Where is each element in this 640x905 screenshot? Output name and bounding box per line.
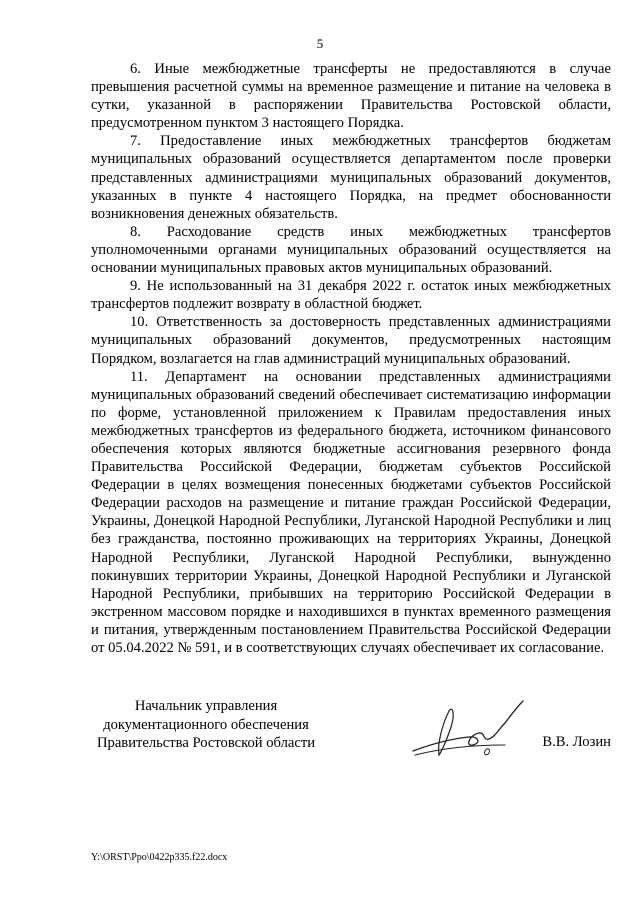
- document-body: [91, 60, 611, 657]
- handwritten-signature: [409, 693, 529, 765]
- paragraph-9: 9. Не использованный на 31 декабря 2022 г. остаток иных межбюджетных трансфертов подлежит возврату в областной бюджет.: [91, 278, 611, 313]
- paragraph-7: 7. Предоставление иных межбюджетных трансфертов бюджетам муниципальных образований осуществляется департаментом после проверки представленных администрациями муниципальных образований документов, указанных в пункте 4 настоящего Порядка, на предмет обоснованности возникновения денежных обязательств.: [91, 133, 611, 222]
- signatory-title: [91, 697, 321, 753]
- signatory-name: В.В. Лозин: [542, 734, 611, 750]
- paragraph-8: 8. Расходование средств иных межбюджетных трансфертов уполномоченными органами муниципальных образований осуществляется на основании муниципальных правовых актов муниципальных образований.: [91, 223, 611, 277]
- page-number: 5: [316, 36, 324, 51]
- file-path: Y:\ORST\Ppo\0422p335.f22.docx: [91, 852, 228, 863]
- signatory-title-line: документационного обеспечения: [103, 716, 309, 733]
- signatory-title-line: Начальник управления: [134, 698, 278, 714]
- paragraph-6: 6. Иные межбюджетные трансферты не предоставляются в случае превышения расчетной суммы на временное размещение и питание на человека в сутки, указанной в распоряжении Правительства Ростовской области, предусмотренном пунктом 3 настоящего Порядка.: [91, 61, 611, 132]
- signatory-title-line: Правительства Ростовской области: [96, 735, 316, 751]
- signature-block: [91, 697, 611, 777]
- paragraph-10: 10. Ответственность за достоверность представленных администрациями муниципальных образований документов, предусмотренных настоящим Порядком, возлагается на глав администраций муниципальных образований.: [91, 314, 611, 367]
- paragraph-11: 11. Департамент на основании представленных администрациями муниципальных образований сведений обеспечивает систематизацию информации по форме, установленной приложением к Правилам предоставления иных межбюджетных трансфертов из федерального бюджета, источником финансового обеспечения которых являются бюджетные ассигнования резервного фонда Правительства Российской Федерации, бюджетам субъектов Российской Федерации в целях возмещения понесенных бюджетами субъектов Российской Федерации расходов на размещение и питание граждан Российской Федерации, Украины, Донецкой Народной Республики, Луганской Народной Республики и лиц без гражданства, постоянно проживающих на территориях Украины, Донецкой Народной Республики, Луганской Народной Республики, вынужденно покинувших территории Украины, Донецкой Народной Республики и Луганской Народной Республики, прибывших на территорию Российской Федерации в экстренном массовом порядке и находившихся в пунктах временного размещения и питания, утвержденным постановлением Правительства Российской Федерации от 05.04.2022 № 591, и в соответствующих случаях обеспечивает их согласование.: [91, 368, 611, 656]
